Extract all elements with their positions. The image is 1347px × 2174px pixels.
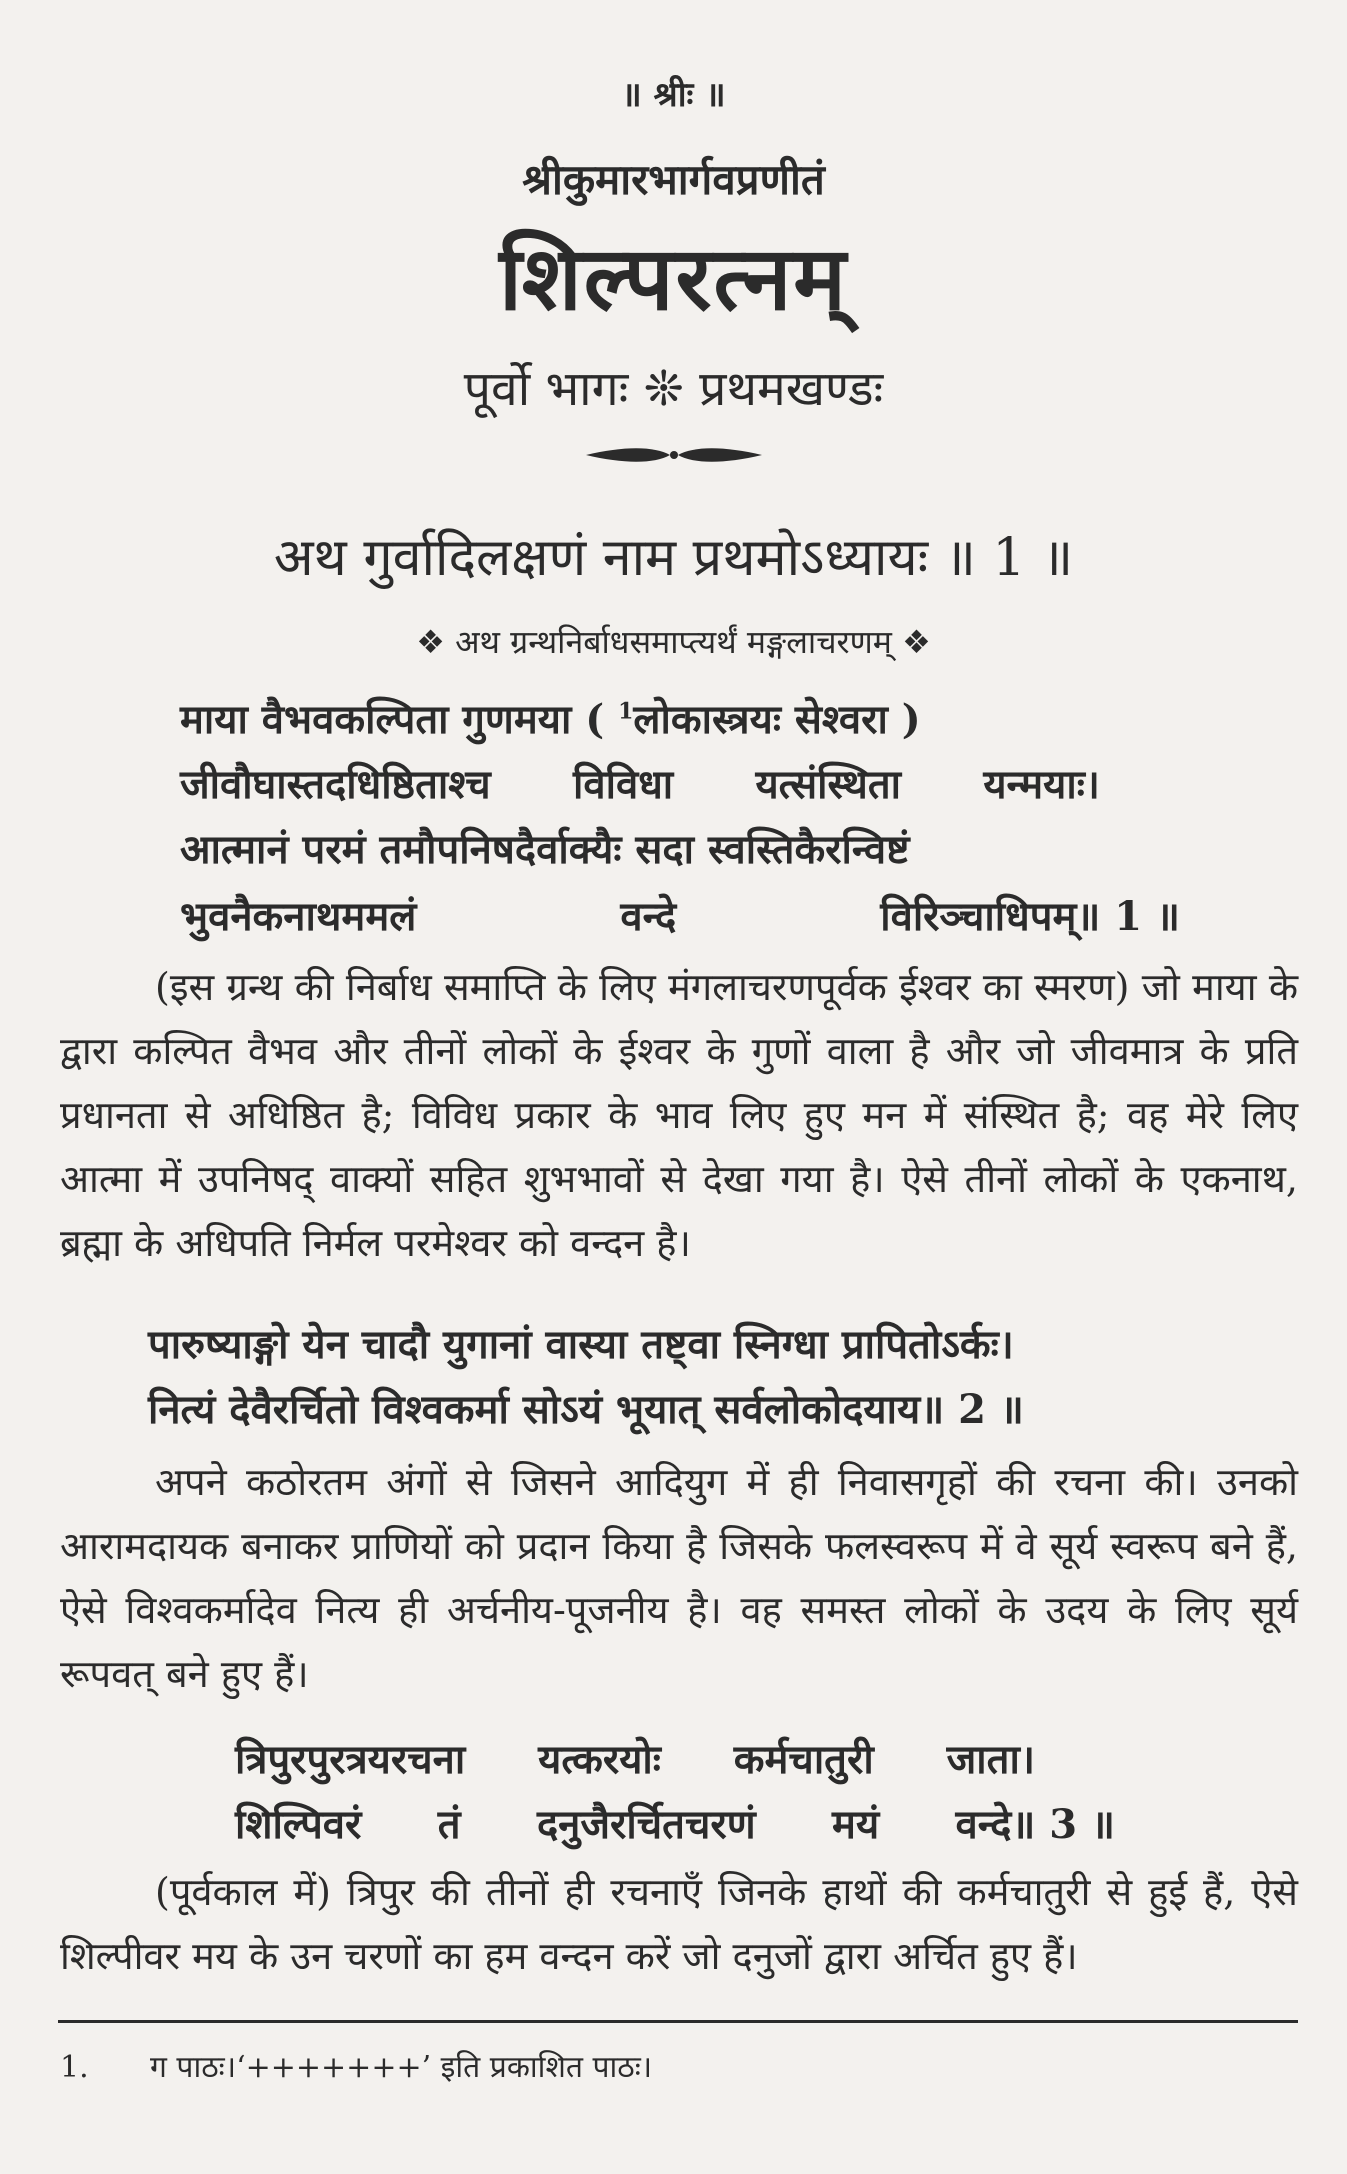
verse-2-line-2: नित्यं देवैरर्चितो विश्वकर्मा सोऽयं भूयात् सर्वलोकोदयाय॥ 2 ॥ <box>148 1386 1024 1433</box>
verse-3-line-1 <box>235 1730 1035 1785</box>
chapter-heading: अथ गुर्वादिलक्षणं नाम प्रथमोऽध्यायः ॥ 1 ॥ <box>273 528 1074 588</box>
verse-1-line-1 <box>180 690 921 745</box>
verse-word: भुवनैकनाथममलं <box>180 893 417 940</box>
verse-text: माया वैभवकल्पिता गुणमया ( <box>180 696 619 743</box>
footnote-text: ग पाठः।‘+++++++’ इति प्रकाशित पाठः। <box>150 2050 653 2085</box>
footnote-divider <box>58 2020 1298 2023</box>
verse-1-line-4 <box>180 887 1180 942</box>
commentary-3: (पूर्वकाल में) त्रिपुर की तीनों ही रचनाएँ जिनके हाथों की कर्मचातुरी से हुई हैं, ऐसे शिल्पीवर मय के उन चरणों का हम वन्दन करें जो दनुजों द्वारा अर्चित हुए हैं। <box>60 1870 1298 1978</box>
verse-word: दनुजैरर्चितचरणं <box>536 1801 756 1848</box>
verse-word: जीवौघास्तदधिष्ठिताश्च <box>180 761 491 808</box>
verse-1-line-2 <box>180 755 1100 810</box>
ornament-divider <box>0 440 1347 470</box>
verse-word: यत्संस्थिता <box>755 761 902 808</box>
verse-word: जाता। <box>946 1736 1035 1783</box>
verse-text: लोकास्त्रयः सेश्वरा ) <box>633 696 921 743</box>
commentary-1: (इस ग्रन्थ की निर्बाध समाप्ति के लिए मंगलाचरणपूर्वक ईश्वर का स्मरण) जो माया के द्वारा कल्पित वैभव और तीनों लोकों के ईश्वर के गुणों वाला है और जो जीवमात्र के प्रति प्रधानता से अधिष्ठित है; विविध प्रकार के भाव लिए हुए मन में संस्थित है; वह मेरे लिए आत्मा में उपनिषद् वाक्यों सहित शुभभावों से देखा गया है। ऐसे तीनों लोकों के एकनाथ, ब्रह्मा के अधिपति निर्मल परमेश्वर को वन्दन है। <box>60 965 1298 1265</box>
verse-word: वन्दे॥ 3 ॥ <box>955 1801 1115 1848</box>
verse-word: यन्मयाः। <box>983 761 1100 808</box>
verse-word: विरिञ्चाधिपम्॥ 1 ॥ <box>880 893 1180 940</box>
verse-word: त्रिपुरपुरत्रयरचना <box>235 1736 466 1783</box>
verse-1-line-3: आत्मानं परमं तमौपनिषदैर्वाक्यैः सदा स्वस्तिकैरन्विष्टं <box>180 826 910 873</box>
commentary-2: अपने कठोरतम अंगों से जिसने आदियुग में ही निवासगृहों की रचना की। उनको आरामदायक बनाकर प्राणियों को प्रदान किया है जिसके फलस्वरूप में वे सूर्य स्वरूप बने हैं, ऐसे विश्वकर्मादेव नित्य ही अर्चनीय-पूजनीय है। वह समस्त लोकों के उदय के लिए सूर्य रूपवत् बने हुए हैं। <box>60 1460 1298 1696</box>
footnote <box>60 2045 652 2086</box>
flourish-ornament-icon <box>584 440 764 470</box>
invocation-heading: ❖ अथ ग्रन्थनिर्बाधसमाप्त्यर्थं मङ्गलाचरणम् ❖ <box>416 623 931 661</box>
author-line: श्रीकुमारभार्गवप्रणीतं <box>522 155 825 204</box>
verse-word: तं <box>437 1801 461 1848</box>
book-title: शिल्परत्नम् <box>499 226 848 330</box>
verse-word: शिल्पिवरं <box>235 1801 362 1848</box>
invocation: ॥ श्रीः ॥ <box>621 75 726 115</box>
verse-word: कर्मचातुरी <box>733 1736 874 1783</box>
verse-word: वन्दे <box>620 893 677 940</box>
verse-word: यत्करयोः <box>538 1736 661 1783</box>
verse-word: विविधा <box>573 761 674 808</box>
footnote-number: 1. <box>60 2050 89 2085</box>
verse-2-line-1: पारुष्याङ्गो येन चादौ युगानां वास्या तष्ट्वा स्निग्धा प्रापितोऽर्कः। <box>148 1321 1014 1368</box>
verse-word: मयं <box>832 1801 880 1848</box>
section-subtitle: पूर्वो भागः ❊ प्रथमखण्डः <box>463 361 884 417</box>
footnote-marker: 1 <box>618 698 634 725</box>
verse-3-line-2 <box>235 1795 1115 1850</box>
